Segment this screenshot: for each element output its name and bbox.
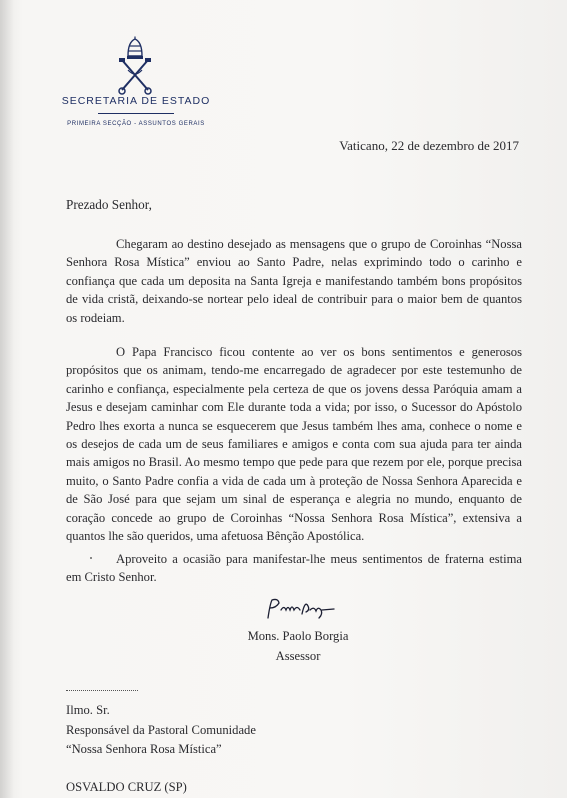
letter-date: Vaticano, 22 de dezembro de 2017 <box>339 138 519 153</box>
handwritten-signature <box>262 596 336 622</box>
recipient-role: Responsável da Pastoral Comunidade <box>66 723 256 737</box>
signer-title: Assessor <box>275 649 321 663</box>
recipient-group: “Nossa Senhora Rosa Mística” <box>66 742 222 756</box>
body-paragraph-2: O Papa Francisco ficou contente ao ver os bons sentimentos e generosos propósitos que os animam, tendo-me encarregado de agradecer por este testemunho de carinho e confiança, especialmente pela certeza de que os jovens dessa Paróquia amam a Jesus e desejam caminhar com Ele durante toda a vida; por isso, o Sucessor do Apóstolo Pedro lhes exorta a nunca se esquecerem que Jesus também lhes ama, conhece o nome e os desejos de cada um de seus familiares e amigos e conta com sua ajuda para ter ainda mais amigos no Brasil. Ao mesmo tempo que pede para que rezem por ele, porque precisa muito, o Santo Padre confia a vida de cada um à proteção de Nossa Senhora Aparecida e de São José para que sejam um sinal de esperança e alegria no mundo, enquanto de coração concede ao grupo de Coroinhas “Nossa Senhora Rosa Mística”, extensiva a quantos lhe são queridos, uma afetuosa Bênção Apostólica. <box>66 345 522 544</box>
section-name: PRIMEIRA SECÇÃO - ASSUNTOS GERAIS <box>67 121 205 127</box>
recipient-city: OSVALDO CRUZ (SP) <box>66 780 187 794</box>
dotted-divider <box>66 690 138 691</box>
body-paragraph-1: Chegaram ao destino desejado as mensagens que o grupo de Coroinhas “Nossa Senhora Rosa Mística” enviou ao Santo Padre, nelas exprimindo todo o carinho e confiança que cada um deposita na Santa Igreja e manifestando também bons propósitos de vida cristã, deixando-se nortear pelo ideal de contribuir para o maior bem de quantos os rodeiam. <box>66 237 522 325</box>
header-divider <box>98 113 174 114</box>
salutation: Prezado Senhor, <box>66 197 152 212</box>
signer-name: Mons. Paolo Borgia <box>247 629 349 643</box>
papal-coat-of-arms-icon <box>116 36 154 96</box>
body-paragraph-3: Aproveito a ocasião para manifestar-lhe meus sentimentos de fraterna estima em Cristo Senhor. <box>66 552 522 585</box>
page-edge-shadow <box>0 0 14 798</box>
recipient-honorific: Ilmo. Sr. <box>66 703 110 717</box>
department-name: SECRETARIA DE ESTADO <box>61 95 211 107</box>
